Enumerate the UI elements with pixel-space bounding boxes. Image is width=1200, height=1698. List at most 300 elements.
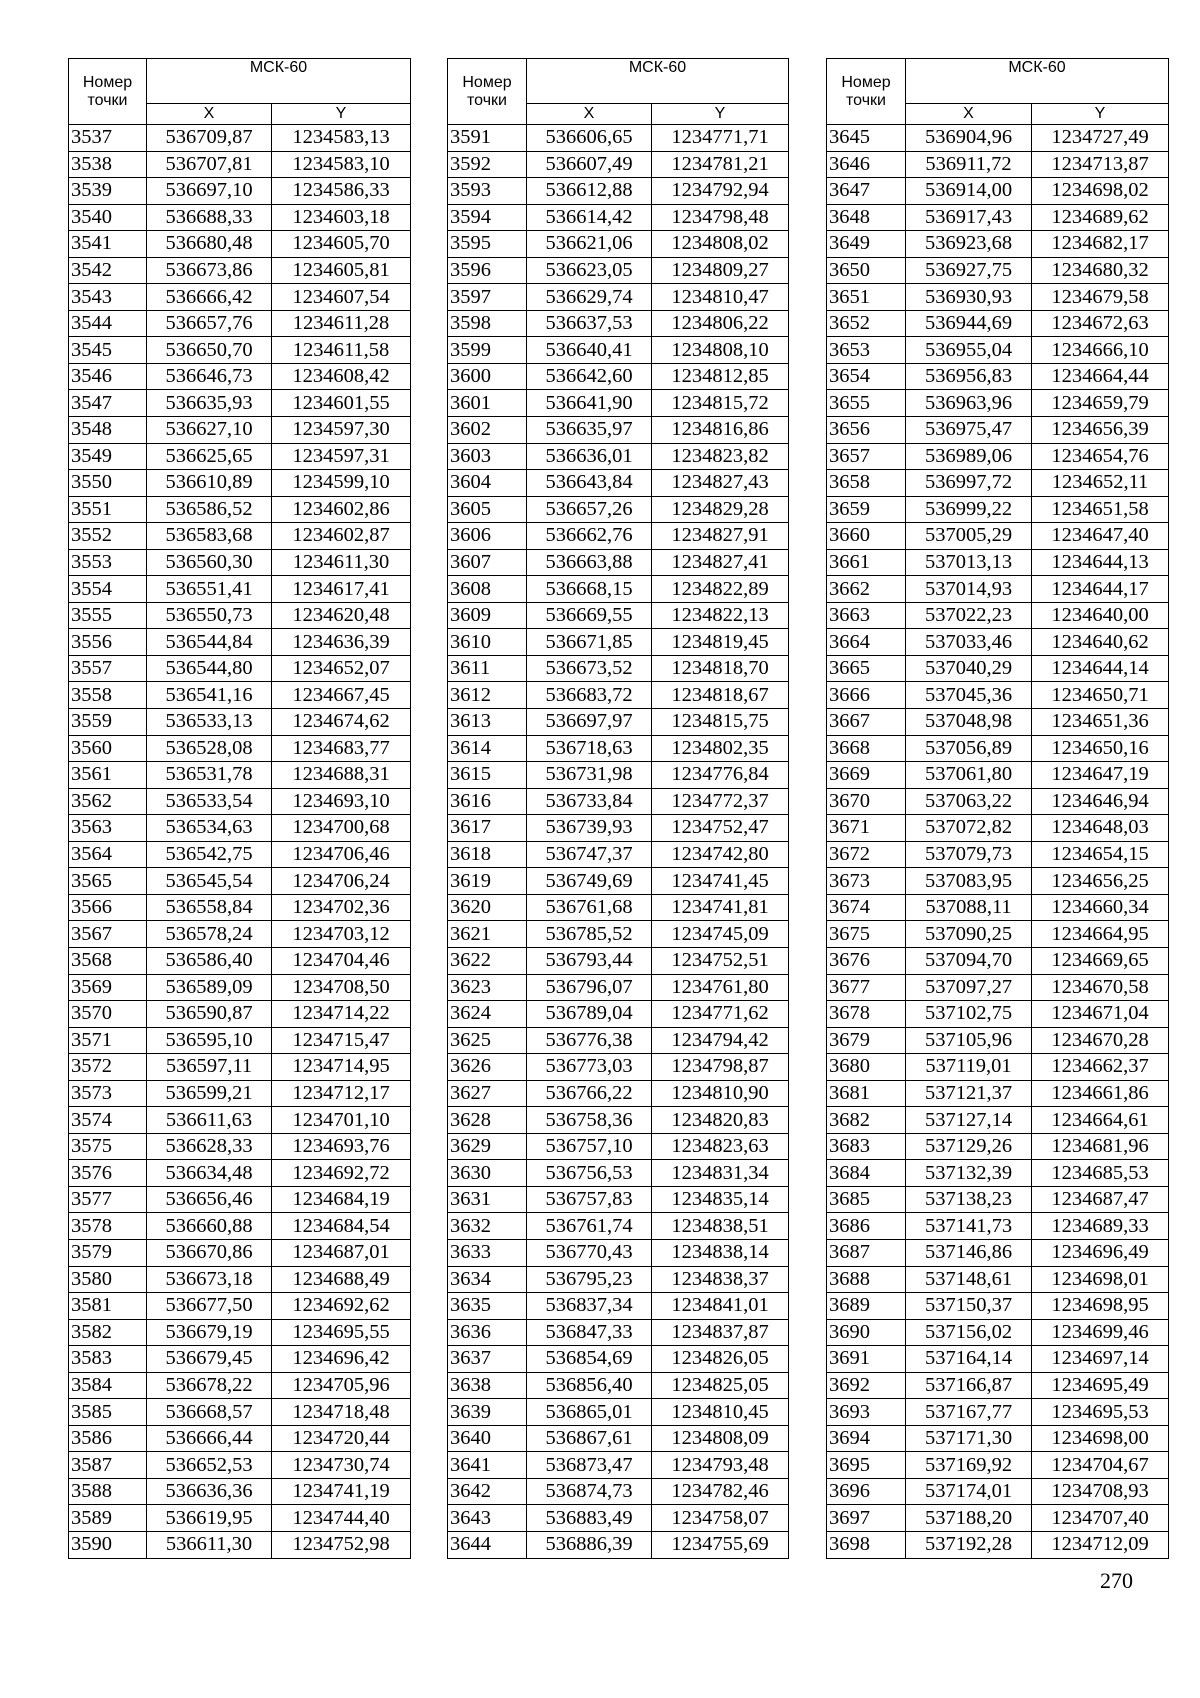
table-row (827, 947, 1169, 974)
y-coordinate-cell: 1234826,05 (652, 1346, 789, 1373)
point-number-cell: 3638 (448, 1372, 527, 1399)
x-coordinate-cell: 536688,33 (147, 204, 272, 231)
point-number-cell: 3584 (69, 1372, 147, 1399)
point-number-cell: 3662 (827, 576, 906, 603)
point-number-cell: 3643 (448, 1505, 527, 1532)
y-coordinate-cell: 1234714,95 (272, 1054, 411, 1081)
table-row (827, 363, 1169, 390)
y-coordinate-cell: 1234705,96 (272, 1372, 411, 1399)
table-row (69, 151, 411, 178)
x-coordinate-cell: 536643,84 (527, 470, 652, 497)
y-coordinate-cell: 1234715,47 (272, 1027, 411, 1054)
point-number-cell: 3684 (827, 1160, 906, 1187)
table-row (448, 204, 789, 231)
x-coordinate-cell: 536673,18 (147, 1266, 272, 1293)
y-coordinate-cell: 1234644,13 (1032, 549, 1169, 576)
table-row (69, 1399, 411, 1426)
table-row (827, 974, 1169, 1001)
x-coordinate-cell: 536956,83 (906, 363, 1032, 390)
table-row (69, 178, 411, 205)
y-coordinate-cell: 1234752,47 (652, 815, 789, 842)
table-row (448, 1027, 789, 1054)
y-coordinate-cell: 1234679,58 (1032, 284, 1169, 311)
point-number-cell: 3614 (448, 735, 527, 762)
table-row (69, 868, 411, 895)
y-coordinate-cell: 1234772,37 (652, 788, 789, 815)
point-number-cell: 3678 (827, 1001, 906, 1028)
x-coordinate-cell: 537063,22 (906, 788, 1032, 815)
point-number-cell: 3573 (69, 1080, 147, 1107)
y-coordinate-cell: 1234707,40 (1032, 1505, 1169, 1532)
table-row (827, 868, 1169, 895)
table-row (448, 1478, 789, 1505)
point-number-cell: 3677 (827, 974, 906, 1001)
x-coordinate-cell: 537121,37 (906, 1080, 1032, 1107)
y-coordinate-cell: 1234689,33 (1032, 1213, 1169, 1240)
table-row (448, 310, 789, 337)
x-coordinate-cell: 536635,93 (147, 390, 272, 417)
point-number-cell: 3632 (448, 1213, 527, 1240)
table-row (827, 231, 1169, 258)
y-coordinate-cell: 1234712,17 (272, 1080, 411, 1107)
point-number-cell: 3613 (448, 709, 527, 736)
table-row (69, 363, 411, 390)
table-row (448, 337, 789, 364)
point-number-cell: 3602 (448, 417, 527, 444)
x-coordinate-cell: 536558,84 (147, 894, 272, 921)
y-coordinate-cell: 1234597,31 (272, 443, 411, 470)
y-coordinate-cell: 1234640,00 (1032, 602, 1169, 629)
point-number-cell: 3593 (448, 178, 527, 205)
y-coordinate-cell: 1234599,10 (272, 470, 411, 497)
point-number-cell: 3619 (448, 868, 527, 895)
point-number-cell: 3629 (448, 1133, 527, 1160)
x-coordinate-cell: 536641,90 (527, 390, 652, 417)
y-coordinate-cell: 1234741,81 (652, 894, 789, 921)
x-coordinate-cell: 536652,53 (147, 1452, 272, 1479)
y-coordinate-cell: 1234652,07 (272, 655, 411, 682)
y-coordinate-cell: 1234782,46 (652, 1478, 789, 1505)
point-number-cell: 3682 (827, 1107, 906, 1134)
y-coordinate-cell: 1234605,70 (272, 231, 411, 258)
point-number-cell: 3647 (827, 178, 906, 205)
y-coordinate-cell: 1234752,51 (652, 947, 789, 974)
y-coordinate-cell: 1234720,44 (272, 1425, 411, 1452)
table-row (69, 337, 411, 364)
table-row (69, 417, 411, 444)
table-row (448, 921, 789, 948)
x-coordinate-cell: 536927,75 (906, 257, 1032, 284)
table-row (827, 1293, 1169, 1320)
x-coordinate-cell: 536533,54 (147, 788, 272, 815)
table-row (448, 284, 789, 311)
table-row (448, 682, 789, 709)
x-coordinate-cell: 536668,15 (527, 576, 652, 603)
table-row (69, 1080, 411, 1107)
x-header: X (147, 104, 272, 125)
y-coordinate-cell: 1234674,62 (272, 709, 411, 736)
y-coordinate-cell: 1234809,27 (652, 257, 789, 284)
table-row (448, 1213, 789, 1240)
y-coordinate-cell: 1234776,84 (652, 762, 789, 789)
point-number-cell: 3668 (827, 735, 906, 762)
table-row (448, 735, 789, 762)
point-number-cell: 3635 (448, 1293, 527, 1320)
x-coordinate-cell: 536867,61 (527, 1425, 652, 1452)
point-number-cell: 3552 (69, 523, 147, 550)
x-coordinate-cell: 537156,02 (906, 1319, 1032, 1346)
table-row (69, 1478, 411, 1505)
x-coordinate-cell: 537138,23 (906, 1186, 1032, 1213)
x-coordinate-cell: 536636,36 (147, 1478, 272, 1505)
table-row (69, 443, 411, 470)
x-coordinate-cell: 536873,47 (527, 1452, 652, 1479)
point-number-cell: 3559 (69, 709, 147, 736)
y-coordinate-cell: 1234827,91 (652, 523, 789, 550)
y-coordinate-cell: 1234656,39 (1032, 417, 1169, 444)
y-coordinate-cell: 1234698,00 (1032, 1425, 1169, 1452)
x-coordinate-cell: 536796,07 (527, 974, 652, 1001)
x-coordinate-cell: 536663,88 (527, 549, 652, 576)
table-row (69, 1425, 411, 1452)
point-number-cell: 3623 (448, 974, 527, 1001)
point-number-cell: 3588 (69, 1478, 147, 1505)
table-row (448, 257, 789, 284)
table-row (827, 921, 1169, 948)
x-coordinate-cell: 537129,26 (906, 1133, 1032, 1160)
y-coordinate-cell: 1234781,21 (652, 151, 789, 178)
x-coordinate-cell: 536923,68 (906, 231, 1032, 258)
point-number-cell: 3585 (69, 1399, 147, 1426)
x-coordinate-cell: 536914,00 (906, 178, 1032, 205)
x-coordinate-cell: 536642,60 (527, 363, 652, 390)
point-number-cell: 3556 (69, 629, 147, 656)
point-number-cell: 3617 (448, 815, 527, 842)
y-coordinate-cell: 1234648,03 (1032, 815, 1169, 842)
x-coordinate-cell: 536551,41 (147, 576, 272, 603)
table-row (448, 1319, 789, 1346)
table-row (69, 576, 411, 603)
table-row (448, 1425, 789, 1452)
x-coordinate-cell: 536656,46 (147, 1186, 272, 1213)
point-number-cell: 3557 (69, 655, 147, 682)
point-number-cell: 3567 (69, 921, 147, 948)
y-coordinate-cell: 1234697,14 (1032, 1346, 1169, 1373)
y-header: Y (1032, 104, 1169, 125)
x-coordinate-cell: 536930,93 (906, 284, 1032, 311)
x-coordinate-cell: 536795,23 (527, 1266, 652, 1293)
point-number-cell: 3591 (448, 125, 527, 152)
coordinates-table-3 (826, 58, 1169, 1559)
point-number-cell: 3540 (69, 204, 147, 231)
table-row (448, 868, 789, 895)
y-coordinate-cell: 1234771,71 (652, 125, 789, 152)
y-coordinate-cell: 1234827,41 (652, 549, 789, 576)
point-number-cell: 3580 (69, 1266, 147, 1293)
y-coordinate-cell: 1234652,11 (1032, 470, 1169, 497)
table-row (448, 762, 789, 789)
y-coordinate-cell: 1234666,10 (1032, 337, 1169, 364)
table-row (448, 709, 789, 736)
table-row (827, 1213, 1169, 1240)
y-coordinate-cell: 1234810,90 (652, 1080, 789, 1107)
x-coordinate-cell: 537079,73 (906, 841, 1032, 868)
y-coordinate-cell: 1234838,37 (652, 1266, 789, 1293)
x-coordinate-cell: 536625,65 (147, 443, 272, 470)
point-number-cell: 3651 (827, 284, 906, 311)
point-number-cell: 3586 (69, 1425, 147, 1452)
point-number-cell: 3676 (827, 947, 906, 974)
point-number-cell: 3689 (827, 1293, 906, 1320)
x-coordinate-cell: 537188,20 (906, 1505, 1032, 1532)
point-number-cell: 3624 (448, 1001, 527, 1028)
x-coordinate-cell: 537097,27 (906, 974, 1032, 1001)
table-row (69, 1505, 411, 1532)
point-number-cell: 3698 (827, 1531, 906, 1558)
table-row (69, 815, 411, 842)
point-number-cell: 3655 (827, 390, 906, 417)
y-coordinate-cell: 1234808,02 (652, 231, 789, 258)
y-coordinate-cell: 1234644,17 (1032, 576, 1169, 603)
x-coordinate-cell: 537061,80 (906, 762, 1032, 789)
x-coordinate-cell: 536637,53 (527, 310, 652, 337)
y-coordinate-cell: 1234586,33 (272, 178, 411, 205)
point-number-cell: 3560 (69, 735, 147, 762)
table-row (448, 390, 789, 417)
x-coordinate-cell: 536697,10 (147, 178, 272, 205)
point-number-cell: 3680 (827, 1054, 906, 1081)
point-number-cell: 3621 (448, 921, 527, 948)
point-number-cell: 3693 (827, 1399, 906, 1426)
y-coordinate-cell: 1234741,19 (272, 1478, 411, 1505)
x-coordinate-cell: 536635,97 (527, 417, 652, 444)
y-coordinate-cell: 1234698,01 (1032, 1266, 1169, 1293)
point-number-cell: 3615 (448, 762, 527, 789)
point-number-cell: 3576 (69, 1160, 147, 1187)
x-coordinate-cell: 537048,98 (906, 709, 1032, 736)
y-coordinate-cell: 1234713,87 (1032, 151, 1169, 178)
y-coordinate-cell: 1234838,14 (652, 1239, 789, 1266)
point-number-cell: 3612 (448, 682, 527, 709)
x-coordinate-cell: 537141,73 (906, 1213, 1032, 1240)
point-number-cell: 3667 (827, 709, 906, 736)
x-coordinate-cell: 536789,04 (527, 1001, 652, 1028)
y-coordinate-cell: 1234714,22 (272, 1001, 411, 1028)
point-number-cell: 3697 (827, 1505, 906, 1532)
x-coordinate-cell: 536718,63 (527, 735, 652, 762)
table-row (827, 788, 1169, 815)
point-number-cell: 3671 (827, 815, 906, 842)
point-number-cell: 3568 (69, 947, 147, 974)
point-number-cell: 3641 (448, 1452, 527, 1479)
y-coordinate-cell: 1234771,62 (652, 1001, 789, 1028)
y-coordinate-cell: 1234617,41 (272, 576, 411, 603)
table-row (827, 417, 1169, 444)
point-number-cell: 3546 (69, 363, 147, 390)
point-number-cell: 3578 (69, 1213, 147, 1240)
x-coordinate-cell: 536533,13 (147, 709, 272, 736)
table-row (448, 602, 789, 629)
table-row (69, 1054, 411, 1081)
x-coordinate-cell: 536757,10 (527, 1133, 652, 1160)
x-coordinate-cell: 536534,63 (147, 815, 272, 842)
y-coordinate-cell: 1234802,35 (652, 735, 789, 762)
x-coordinate-cell: 536747,37 (527, 841, 652, 868)
table-row (69, 1133, 411, 1160)
x-coordinate-cell: 537167,77 (906, 1399, 1032, 1426)
table-row (69, 204, 411, 231)
table-row (448, 1372, 789, 1399)
table-row (69, 1293, 411, 1320)
point-number-cell: 3592 (448, 151, 527, 178)
table-row (448, 1239, 789, 1266)
x-coordinate-cell: 536975,47 (906, 417, 1032, 444)
point-number-cell: 3692 (827, 1372, 906, 1399)
x-coordinate-cell: 536621,06 (527, 231, 652, 258)
point-number-cell: 3659 (827, 496, 906, 523)
table-row (69, 1266, 411, 1293)
x-coordinate-cell: 536793,44 (527, 947, 652, 974)
y-coordinate-cell: 1234646,94 (1032, 788, 1169, 815)
x-coordinate-cell: 536963,96 (906, 390, 1032, 417)
table-row (827, 1107, 1169, 1134)
y-coordinate-cell: 1234698,95 (1032, 1293, 1169, 1320)
table-row (69, 1027, 411, 1054)
y-coordinate-cell: 1234601,55 (272, 390, 411, 417)
point-number-cell: 3645 (827, 125, 906, 152)
point-number-header: Номер точки (448, 59, 527, 125)
x-coordinate-cell: 537072,82 (906, 815, 1032, 842)
y-coordinate-cell: 1234647,19 (1032, 762, 1169, 789)
point-number-cell: 3674 (827, 894, 906, 921)
y-coordinate-cell: 1234822,13 (652, 602, 789, 629)
table-row (69, 496, 411, 523)
y-coordinate-cell: 1234661,86 (1032, 1080, 1169, 1107)
x-coordinate-cell: 536528,08 (147, 735, 272, 762)
point-number-cell: 3595 (448, 231, 527, 258)
x-coordinate-cell: 536854,69 (527, 1346, 652, 1373)
x-coordinate-cell: 536640,41 (527, 337, 652, 364)
x-coordinate-cell: 537127,14 (906, 1107, 1032, 1134)
table-row (827, 735, 1169, 762)
x-header: X (906, 104, 1032, 125)
point-number-cell: 3646 (827, 151, 906, 178)
table-row (827, 1133, 1169, 1160)
point-number-cell: 3631 (448, 1186, 527, 1213)
x-coordinate-cell: 536756,53 (527, 1160, 652, 1187)
point-number-cell: 3606 (448, 523, 527, 550)
point-number-cell: 3547 (69, 390, 147, 417)
table-row (448, 974, 789, 1001)
x-coordinate-cell: 536837,34 (527, 1293, 652, 1320)
x-coordinate-cell: 536671,85 (527, 629, 652, 656)
table-row (69, 1372, 411, 1399)
table-row (69, 629, 411, 656)
x-coordinate-cell: 536560,30 (147, 549, 272, 576)
y-coordinate-cell: 1234744,40 (272, 1505, 411, 1532)
table-row (448, 655, 789, 682)
point-number-cell: 3690 (827, 1319, 906, 1346)
table-row (69, 284, 411, 311)
table-row (448, 443, 789, 470)
table-row (69, 231, 411, 258)
table-row (69, 1213, 411, 1240)
point-number-cell: 3639 (448, 1399, 527, 1426)
table-row (69, 1186, 411, 1213)
y-coordinate-cell: 1234688,31 (272, 762, 411, 789)
table-row (448, 841, 789, 868)
table-row (827, 523, 1169, 550)
table-row (448, 496, 789, 523)
table-row (827, 1425, 1169, 1452)
y-coordinate-cell: 1234602,87 (272, 523, 411, 550)
y-coordinate-cell: 1234689,62 (1032, 204, 1169, 231)
x-coordinate-cell: 536606,65 (527, 125, 652, 152)
y-coordinate-cell: 1234680,32 (1032, 257, 1169, 284)
x-coordinate-cell: 536636,01 (527, 443, 652, 470)
point-number-cell: 3554 (69, 576, 147, 603)
x-coordinate-cell: 536680,48 (147, 231, 272, 258)
table-row (69, 1452, 411, 1479)
point-number-cell: 3579 (69, 1239, 147, 1266)
y-coordinate-cell: 1234808,10 (652, 337, 789, 364)
y-coordinate-cell: 1234695,55 (272, 1319, 411, 1346)
point-number-cell: 3648 (827, 204, 906, 231)
coordinate-system-header: МСК-60 (527, 59, 789, 104)
y-coordinate-cell: 1234687,47 (1032, 1186, 1169, 1213)
y-coordinate-cell: 1234684,54 (272, 1213, 411, 1240)
point-number-cell: 3597 (448, 284, 527, 311)
x-coordinate-cell: 536883,49 (527, 1505, 652, 1532)
point-number-cell: 3565 (69, 868, 147, 895)
table-row (827, 602, 1169, 629)
x-coordinate-cell: 537014,93 (906, 576, 1032, 603)
table-row (448, 815, 789, 842)
y-coordinate-cell: 1234670,58 (1032, 974, 1169, 1001)
point-number-cell: 3634 (448, 1266, 527, 1293)
table-row (827, 762, 1169, 789)
y-coordinate-cell: 1234700,68 (272, 815, 411, 842)
y-coordinate-cell: 1234670,28 (1032, 1027, 1169, 1054)
y-coordinate-cell: 1234620,48 (272, 602, 411, 629)
x-coordinate-cell: 537045,36 (906, 682, 1032, 709)
y-coordinate-cell: 1234708,50 (272, 974, 411, 1001)
y-coordinate-cell: 1234835,14 (652, 1186, 789, 1213)
point-number-cell: 3685 (827, 1186, 906, 1213)
table-row (448, 549, 789, 576)
point-number-cell: 3598 (448, 310, 527, 337)
table-row (69, 390, 411, 417)
y-coordinate-cell: 1234687,01 (272, 1239, 411, 1266)
point-number-cell: 3566 (69, 894, 147, 921)
y-coordinate-cell: 1234644,14 (1032, 655, 1169, 682)
point-number-cell: 3594 (448, 204, 527, 231)
x-coordinate-cell: 536629,74 (527, 284, 652, 311)
y-coordinate-cell: 1234664,95 (1032, 921, 1169, 948)
point-number-cell: 3649 (827, 231, 906, 258)
table-row (69, 974, 411, 1001)
point-number-cell: 3664 (827, 629, 906, 656)
x-coordinate-cell: 536707,81 (147, 151, 272, 178)
point-number-cell: 3652 (827, 310, 906, 337)
table-row (827, 1266, 1169, 1293)
x-coordinate-cell: 536666,44 (147, 1425, 272, 1452)
x-coordinate-cell: 537148,61 (906, 1266, 1032, 1293)
table-row (448, 1293, 789, 1320)
x-coordinate-cell: 536697,97 (527, 709, 652, 736)
point-number-cell: 3661 (827, 549, 906, 576)
y-coordinate-cell: 1234603,18 (272, 204, 411, 231)
